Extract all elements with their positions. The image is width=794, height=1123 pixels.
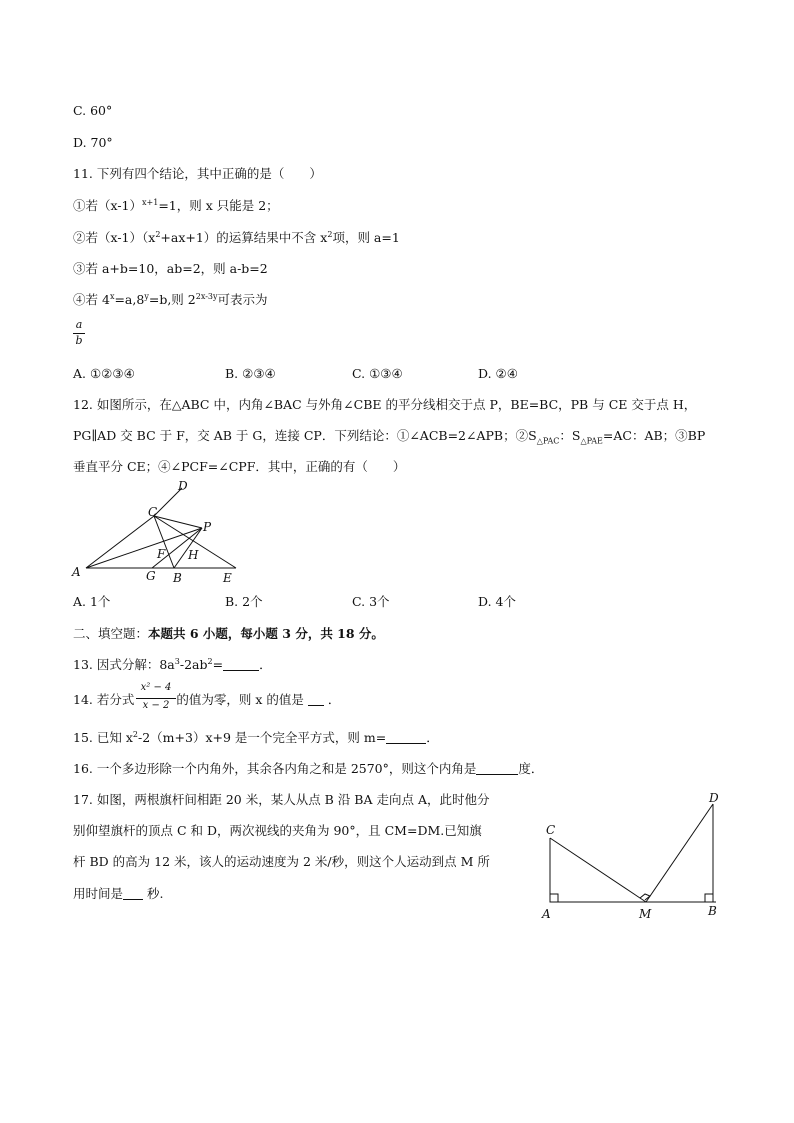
q13: 13. 因式分解：$8a^3-2ab^2=$ ．: [73, 656, 272, 672]
q14: 14. 若分式 的值为零，则 x 的值是 ．: [73, 692, 341, 707]
q10-option-d: D. 70°: [73, 135, 113, 150]
q11-statement-2: ②若$(x-1)(x^2+ax+1)$的运算结果中不含 $x^2$项，则 a=1: [73, 229, 400, 245]
q17-label-a: A: [542, 907, 551, 921]
q16-answer-blank[interactable]: [476, 762, 518, 775]
q12-label-d: D: [178, 479, 188, 493]
q12-label-g: G: [146, 569, 156, 583]
q17-flagpole-figure: [538, 790, 728, 930]
q12-line-1: 12. 如图所示，在△ABC 中，内角∠BAC 与外角∠CBE 的平分线相交于点 P，BE=BC，PB 与 CE 交于点 H，: [73, 397, 697, 412]
section-2-heading: 二、填空题：本题共 6 小题，每小题 3 分，共 18 分。: [73, 626, 384, 641]
q14-fraction-numerator: x² − 4: [140, 682, 172, 693]
q14-fraction-denominator: x − 2: [142, 700, 170, 711]
q12-option-c: C. 3个: [352, 594, 390, 609]
q11-option-c: C. ①③④: [352, 366, 403, 381]
q12-label-c: C: [148, 505, 158, 519]
q12-label-e: E: [223, 571, 232, 585]
q17-label-m: M: [639, 907, 652, 921]
q12-option-b: B. 2个: [225, 594, 263, 609]
q14-answer-blank[interactable]: [308, 693, 324, 706]
q17-label-b: B: [708, 904, 717, 918]
q17-answer-blank[interactable]: [123, 887, 143, 900]
q11-stem: 11. 下列有四个结论，其中正确的是（ ）: [73, 166, 322, 181]
q17-label-c: C: [546, 823, 556, 837]
q17-line-2: 别仰望旗杆的顶点 C 和 D，两次视线的夹角为 90°，且 CM=DM.已知旗: [73, 823, 482, 838]
q11-option-a: A. ①②③④: [73, 366, 135, 381]
q12-label-h: H: [188, 548, 199, 562]
q17-line-4: 用时间是 秒.: [73, 886, 164, 901]
q11-option-d: D. ②④: [478, 366, 518, 381]
q11-option-b: B. ②③④: [225, 366, 276, 381]
q12-line-3: 垂直平分 CE；④∠PCF=∠CPF．其中，正确的有（ ）: [73, 459, 406, 474]
q11-fraction-numerator: a: [75, 318, 83, 331]
q11-statement-4: ④若 $4^x=a,8^y=b$,则 $2^{2x-3y}$可表示为: [73, 291, 268, 307]
q12-label-a: A: [72, 565, 81, 579]
q15: 15. 已知 $x^2-2(m+3)x+9$ 是一个完全平方式，则 m= ．: [73, 729, 439, 745]
q10-option-c: C. 60°: [73, 103, 113, 118]
q12-line-2: PG∥AD 交 BC 于 F，交 AB 于 G，连接 CP．下列结论：①∠ACB=2∠APB；$②S_{\triangle PAC}$：$S_{\triangle PAE}=AC$：AB；③BP: [73, 428, 706, 446]
q11-statement-3: ③若 a+b=10，ab=2，则 a-b=2: [73, 261, 268, 276]
q14-fraction-bar: [136, 698, 176, 699]
q17-label-d: D: [709, 791, 719, 805]
q13-answer-blank[interactable]: [223, 658, 259, 671]
q12-option-a: A. 1个: [73, 594, 111, 609]
q16: 16. 一个多边形除一个内角外，其余各内角之和是 2570°，则这个内角是 度．: [73, 761, 544, 776]
q12-triangle-figure: [66, 476, 256, 588]
q15-answer-blank[interactable]: [386, 731, 426, 744]
q12-label-b: B: [173, 571, 182, 585]
q11-statement-1: ①若$(x-1)^{x+1}=1$，则 x 只能是 2；: [73, 197, 279, 213]
q17-line-3: 杆 BD 的高为 12 米，该人的运动速度为 2 米/秒，则这个人运动到点 M 所: [73, 854, 490, 869]
q12-label-f: F: [157, 547, 166, 561]
q11-fraction-denominator: b: [75, 334, 83, 347]
q12-label-p: P: [203, 520, 212, 534]
q12-option-d: D. 4个: [478, 594, 516, 609]
q17-line-1: 17. 如图，两根旗杆间相距 20 米，某人从点 B 沿 BA 走向点 A，此时他分: [73, 792, 490, 807]
